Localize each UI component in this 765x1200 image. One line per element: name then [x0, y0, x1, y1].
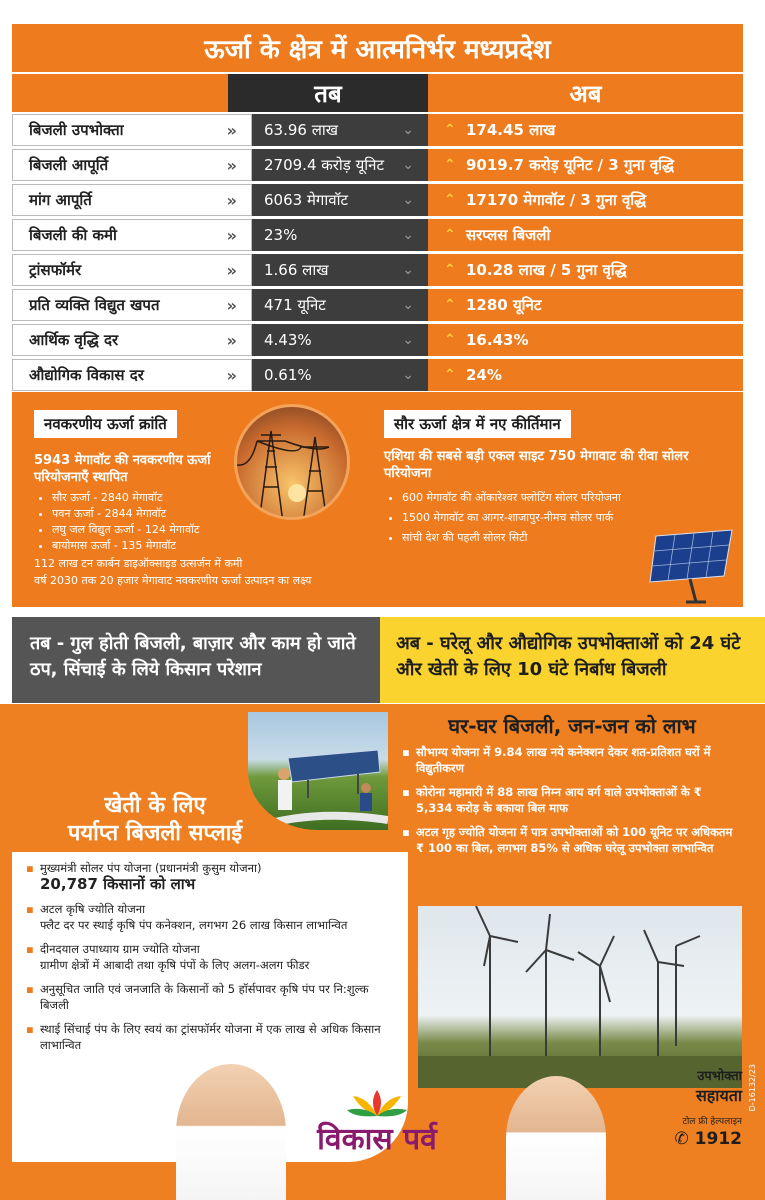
chevron-right-icon: »: [226, 120, 237, 140]
chevron-up-icon: ⌃: [444, 227, 456, 243]
leader-portrait-left: [176, 1064, 286, 1200]
renewable-list: [34, 490, 394, 554]
renewable-footnote: वर्ष 2030 तक 20 हजार मेगावाट नवकरणीय ऊर्जा उत्पादन का लक्ष्य: [34, 574, 312, 587]
chevron-right-icon: »: [226, 155, 237, 175]
table-row: [12, 359, 743, 391]
column-then: तब: [228, 74, 428, 112]
benefits-section: [0, 704, 765, 1200]
table-row: [12, 324, 743, 356]
poster-title: ऊर्जा के क्षेत्र में आत्मनिर्भर मध्यप्रदेश: [12, 24, 743, 72]
now-value: 10.28 लाख / 5 गुना वृद्धि: [466, 261, 627, 279]
then-statement: तब - गुल होती बिजली, बाज़ार और काम हो जाते ठप, सिंचाई के लिये किसान परेशान: [12, 617, 380, 703]
row-label: बिजली उपभोक्ता: [29, 121, 124, 139]
chevron-down-icon: ⌄: [402, 227, 414, 243]
helpline-title: उपभोक्ता: [697, 1069, 742, 1084]
home-heading: घर-घर बिजली, जन-जन को लाभ: [448, 714, 696, 738]
list-item: ▪ कोरोना महामारी में 88 लाख निम्न आय वर्ग वाले उपभोक्ताओं के ₹ 5,334 करोड़ के बकाया बिल माफ: [402, 784, 742, 816]
comparison-table: [12, 114, 743, 394]
helpline-subtitle: सहायता: [695, 1086, 742, 1105]
table-row: [12, 149, 743, 181]
table-row: [12, 219, 743, 251]
solar-tag: सौर ऊर्जा क्षेत्र में नए कीर्तिमान: [384, 410, 571, 438]
row-label: प्रति व्यक्ति विद्युत खपत: [29, 296, 160, 314]
list-item: ▪ मुख्यमंत्री सोलर पंप योजना (प्रधानमंत्री कुसुम योजना) 20,787 किसानों को लाभ: [26, 860, 396, 893]
vikas-parv-logo: हमारा गर्व विकास पर्व: [317, 1068, 437, 1157]
chevron-up-icon: ⌃: [444, 157, 456, 173]
chevron-right-icon: »: [226, 330, 237, 350]
renewable-lead: 5943 मेगावॉट की नवकरणीय ऊर्जा परियोजनाएँ स्थापित: [34, 453, 211, 485]
chevron-down-icon: ⌄: [402, 262, 414, 278]
renewable-panel: [12, 392, 743, 607]
column-now: अब: [428, 74, 743, 112]
list-item: ▪ स्थाई सिंचाई पंप के लिए स्वयं का ट्रांसफॉर्मर योजना में एक लाख से अधिक किसान लाभान्वित: [26, 1021, 396, 1053]
then-value: 6063 मेगावॉट: [264, 191, 349, 209]
table-row: [12, 114, 743, 146]
wind-turbines-photo: [418, 906, 742, 1088]
chevron-up-icon: ⌃: [444, 297, 456, 313]
lotus-icon: [347, 1088, 407, 1118]
table-row: [12, 289, 743, 321]
chevron-down-icon: ⌄: [402, 367, 414, 383]
list-item: ▪ दीनदयाल उपाध्याय ग्राम ज्योति योजना ग्रामीण क्षेत्रों में आबादी तथा कृषि पंपों के लिए अलग-अलग फीडर: [26, 941, 396, 973]
row-label: मांग आपूर्ति: [29, 191, 92, 209]
now-statement: अब - घरेलू और औद्योगिक उपभोक्ताओं को 24 घंटे और खेती के लिए 10 घंटे निर्बाध बिजली: [380, 617, 765, 703]
chevron-down-icon: ⌄: [402, 157, 414, 173]
chevron-up-icon: ⌃: [444, 367, 456, 383]
chevron-down-icon: ⌄: [402, 297, 414, 313]
list-item: • सांची देश की पहली सोलर सिटी: [402, 528, 724, 548]
chevron-right-icon: »: [226, 260, 237, 280]
table-row: [12, 254, 743, 286]
chevron-up-icon: ⌃: [444, 122, 456, 138]
list-item: ▪ अटल कृषि ज्योति योजना फ्लैट दर पर स्थाई कृषि पंप कनेक्शन, लगभग 26 लाख किसान लाभान्वित: [26, 901, 396, 933]
now-value: 17170 मेगावॉट / 3 गुना वृद्धि: [466, 191, 647, 209]
then-value: 1.66 लाख: [264, 261, 329, 279]
then-value: 471 यूनिट: [264, 296, 326, 314]
list-item: • 600 मेगावॉट की ओंकारेश्वर फ्लोटिंग सोलर परियोजना: [402, 488, 724, 508]
list-item: • पवन ऊर्जा - 2844 मेगावॉट: [52, 506, 394, 522]
list-item: • 1500 मेगावॉट का आगर-शाजापुर-नीमच सोलर पार्क: [402, 508, 724, 528]
chevron-right-icon: »: [226, 295, 237, 315]
ad-code: D-16132/23: [748, 1064, 757, 1112]
chevron-down-icon: ⌄: [402, 332, 414, 348]
then-value: 4.43%: [264, 331, 312, 349]
now-value: 9019.7 करोड़ यूनिट / 3 गुना वृद्धि: [466, 156, 675, 174]
chevron-right-icon: »: [226, 190, 237, 210]
helpline-caption: टोल फ्री हेल्पलाइन: [682, 1117, 742, 1127]
list-item: • सौर ऊर्जा - 2840 मेगावॉट: [52, 490, 394, 506]
row-label: औद्योगिक विकास दर: [29, 366, 144, 384]
helpline-box: [646, 1066, 742, 1149]
then-value: 2709.4 करोड़ यूनिट: [264, 156, 385, 174]
then-value: 23%: [264, 226, 298, 244]
chevron-up-icon: ⌃: [444, 192, 456, 208]
chevron-up-icon: ⌃: [444, 332, 456, 348]
chevron-right-icon: »: [226, 365, 237, 385]
phone-icon: ✆: [674, 1129, 695, 1149]
solar-panel-icon: [646, 526, 736, 604]
comparison-header: [12, 74, 743, 112]
solar-lead: एशिया की सबसे बड़ी एकल साइट 750 मेगावाट की रीवा सोलर परियोजना: [384, 449, 689, 481]
farm-list: [12, 852, 408, 1053]
list-item: • बायोमास ऊर्जा - 135 मेगावॉट: [52, 538, 394, 554]
helpline-number: 1912: [694, 1129, 742, 1149]
header-spacer: [12, 74, 228, 112]
now-value: सरप्लस बिजली: [466, 226, 551, 244]
chevron-right-icon: »: [226, 225, 237, 245]
chevron-up-icon: ⌃: [444, 262, 456, 278]
chevron-down-icon: ⌄: [402, 122, 414, 138]
leader-portrait-right: [506, 1076, 606, 1200]
power-tower-photo: [234, 404, 350, 520]
then-now-band: [0, 617, 765, 703]
now-value: 16.43%: [466, 331, 529, 349]
farm-heading: खेती के लिए पर्याप्त बिजली सप्लाई: [67, 793, 243, 846]
row-label: ट्रांसफॉर्मर: [29, 261, 82, 279]
row-label: आर्थिक वृद्धि दर: [29, 331, 119, 349]
chevron-down-icon: ⌄: [402, 192, 414, 208]
list-item: ▪ अटल गृह ज्योति योजना में पात्र उपभोक्ताओं को 100 यूनिट पर अधिकतम ₹ 100 का बिल, लगभग 85% से अधिक घरेलू उपभोक्ता लाभान्वित: [402, 824, 742, 856]
now-value: 1280 यूनिट: [466, 296, 542, 314]
renewable-footnote: 112 लाख टन कार्बन डाइऑक्साइड उत्सर्जन में कमी: [34, 557, 243, 570]
then-value: 0.61%: [264, 366, 312, 384]
now-value: 24%: [466, 366, 502, 384]
home-list: [402, 744, 742, 864]
now-value: 174.45 लाख: [466, 121, 556, 139]
list-item: ▪ सौभाग्य योजना में 9.84 लाख नये कनेक्शन देकर शत-प्रतिशत घरों में विद्युतीकरण: [402, 744, 742, 776]
list-item: • लघु जल विद्युत ऊर्जा - 124 मेगावॉट: [52, 522, 394, 538]
table-row: [12, 184, 743, 216]
then-value: 63.96 लाख: [264, 121, 339, 139]
row-label: बिजली आपूर्ति: [29, 156, 109, 174]
renewable-tag: नवकरणीय ऊर्जा क्रांति: [34, 410, 177, 438]
row-label: बिजली की कमी: [29, 226, 117, 244]
list-item: ▪ अनुसूचित जाति एवं जनजाति के किसानों को 5 हॉर्सपावर कृषि पंप पर नि:शुल्क बिजली: [26, 981, 396, 1013]
